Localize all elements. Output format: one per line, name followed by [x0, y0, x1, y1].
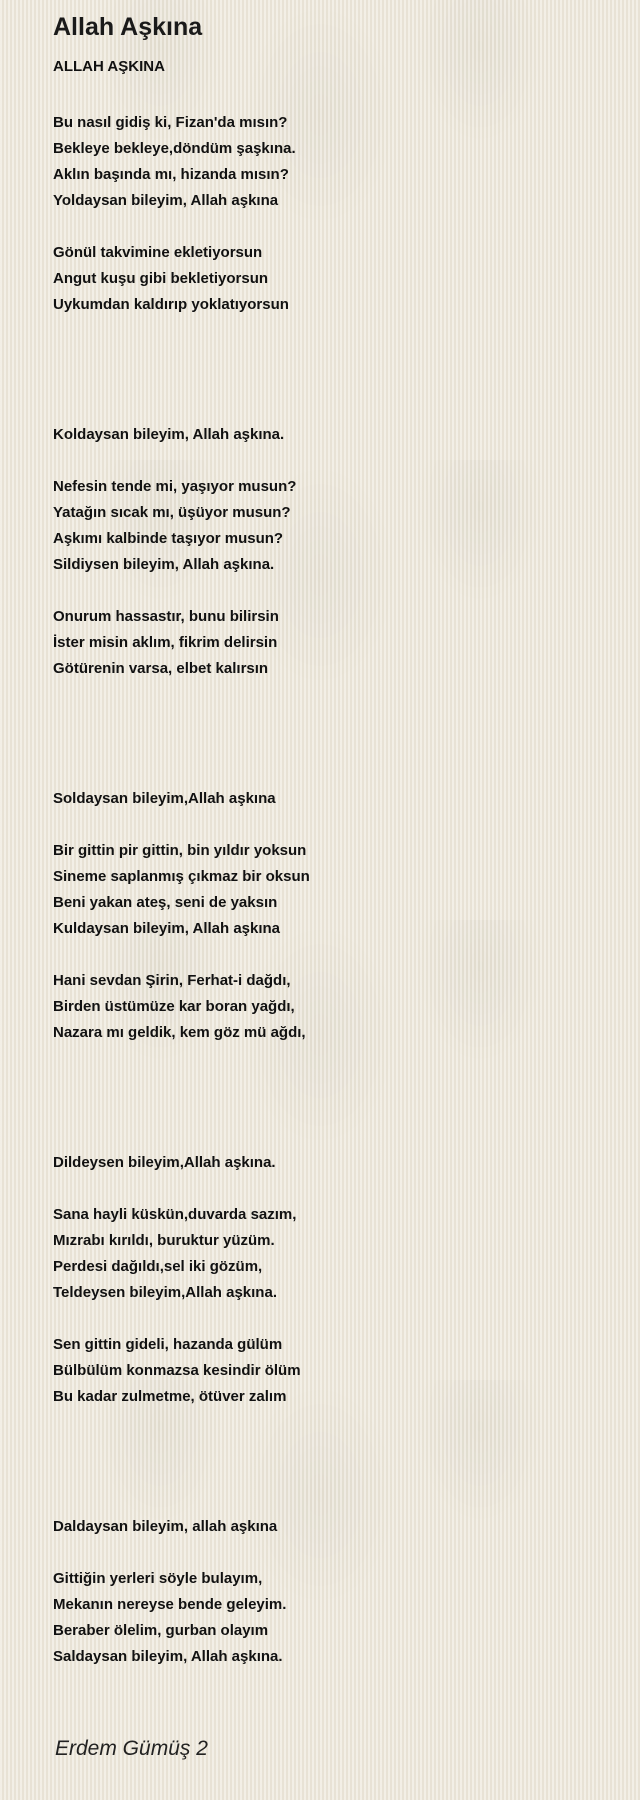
poem-line: Koldaysan bileyim, Allah aşkına. [53, 426, 285, 443]
poem-line: Soldaysan bileyim,Allah aşkına [53, 790, 276, 807]
stanza-gap [53, 812, 620, 838]
stanza-gap [53, 1462, 620, 1488]
stanza-gap [53, 1072, 620, 1098]
stanza-gap [53, 370, 620, 396]
poem-subtitle: ALLAH AŞKINA [53, 58, 165, 75]
poem-line: Dildeysen bileyim,Allah aşkına. [53, 1154, 276, 1171]
poem-line: Nefesin tende mi, yaşıyor musun? [53, 478, 297, 495]
poem-line: Aşkımı kalbinde taşıyor musun? [53, 530, 284, 547]
stanza-gap [53, 578, 620, 604]
poem-line: Sineme saplanmış çıkmaz bir oksun [53, 868, 310, 885]
stanza-gap [53, 734, 620, 760]
poem-line: Kuldaysan bileyim, Allah aşkına [53, 920, 281, 937]
poem-line: Perdesi dağıldı,sel iki gözüm, [53, 1258, 263, 1275]
poem-line: Beraber ölelim, gurban olayım [53, 1622, 269, 1639]
poem-line: İster misin aklım, fikrim delirsin [53, 634, 278, 651]
stanza-gap [53, 1488, 620, 1514]
poem-line: Sen gittin gideli, hazanda gülüm [53, 1336, 283, 1353]
stanza-gap [53, 708, 620, 734]
poem-line: Daldaysan bileyim, allah aşkına [53, 1518, 278, 1535]
poem-line: Aklın başında mı, hizanda mısın? [53, 166, 289, 183]
page-title: Allah Aşkına [53, 13, 203, 41]
stanza-gap [53, 1046, 620, 1072]
stanza-gap [53, 1176, 620, 1202]
stanza-gap [53, 1540, 620, 1566]
poem-line: Bu nasıl gidiş ki, Fizan'da mısın? [53, 114, 288, 131]
poem-line: Mızrabı kırıldı, buruktur yüzüm. [53, 1232, 275, 1249]
poem-line: Bülbülüm konmazsa kesindir ölüm [53, 1362, 301, 1379]
stanza-gap [53, 682, 620, 708]
poem-line: Yoldaysan bileyim, Allah aşkına [53, 192, 279, 209]
poem-line: Hani sevdan Şirin, Ferhat-i dağdı, [53, 972, 291, 989]
poem-line: Gönül takvimine ekletiyorsun [53, 244, 263, 261]
poem-line: Götürenin varsa, elbet kalırsın [53, 660, 269, 677]
poem-line: Bir gittin pir gittin, bin yıldır yoksun [53, 842, 307, 859]
poem-line: Sildiysen bileyim, Allah aşkına. [53, 556, 275, 573]
stanza-gap [53, 1436, 620, 1462]
author-name: Erdem Gümüş 2 [55, 1737, 208, 1760]
poem-line: Yatağın sıcak mı, üşüyor musun? [53, 504, 291, 521]
stanza-gap [53, 318, 620, 344]
stanza-gap [53, 1098, 620, 1124]
poem-line: Bu kadar zulmetme, ötüver zalım [53, 1388, 287, 1405]
poem-line: Teldeysen bileyim,Allah aşkına. [53, 1284, 277, 1301]
poem-line: Bekleye bekleye,döndüm şaşkına. [53, 140, 296, 157]
poem-line: Onurum hassastır, bunu bilirsin [53, 608, 279, 625]
poem-line: Mekanın nereyse bende geleyim. [53, 1596, 287, 1613]
poem-body [53, 110, 620, 1670]
poem-line: Birden üstümüze kar boran yağdı, [53, 998, 295, 1015]
poem-line: Angut kuşu gibi bekletiyorsun [53, 270, 269, 287]
stanza-gap [53, 1306, 620, 1332]
poem-line: Beni yakan ateş, seni de yaksın [53, 894, 278, 911]
poem-line: Gittiğin yerleri söyle bulayım, [53, 1570, 263, 1587]
poem-line: Sana hayli küskün,duvarda sazım, [53, 1206, 297, 1223]
stanza-gap [53, 1124, 620, 1150]
stanza-gap [53, 344, 620, 370]
stanza-gap [53, 214, 620, 240]
stanza-gap [53, 942, 620, 968]
poem-line: Uykumdan kaldırıp yoklatıyorsun [53, 296, 289, 313]
stanza-gap [53, 396, 620, 422]
stanza-gap [53, 448, 620, 474]
stanza-gap [53, 760, 620, 786]
poem-line: Nazara mı geldik, kem göz mü ağdı, [53, 1024, 306, 1041]
stanza-gap [53, 1410, 620, 1436]
poem-line: Saldaysan bileyim, Allah aşkına. [53, 1648, 283, 1665]
